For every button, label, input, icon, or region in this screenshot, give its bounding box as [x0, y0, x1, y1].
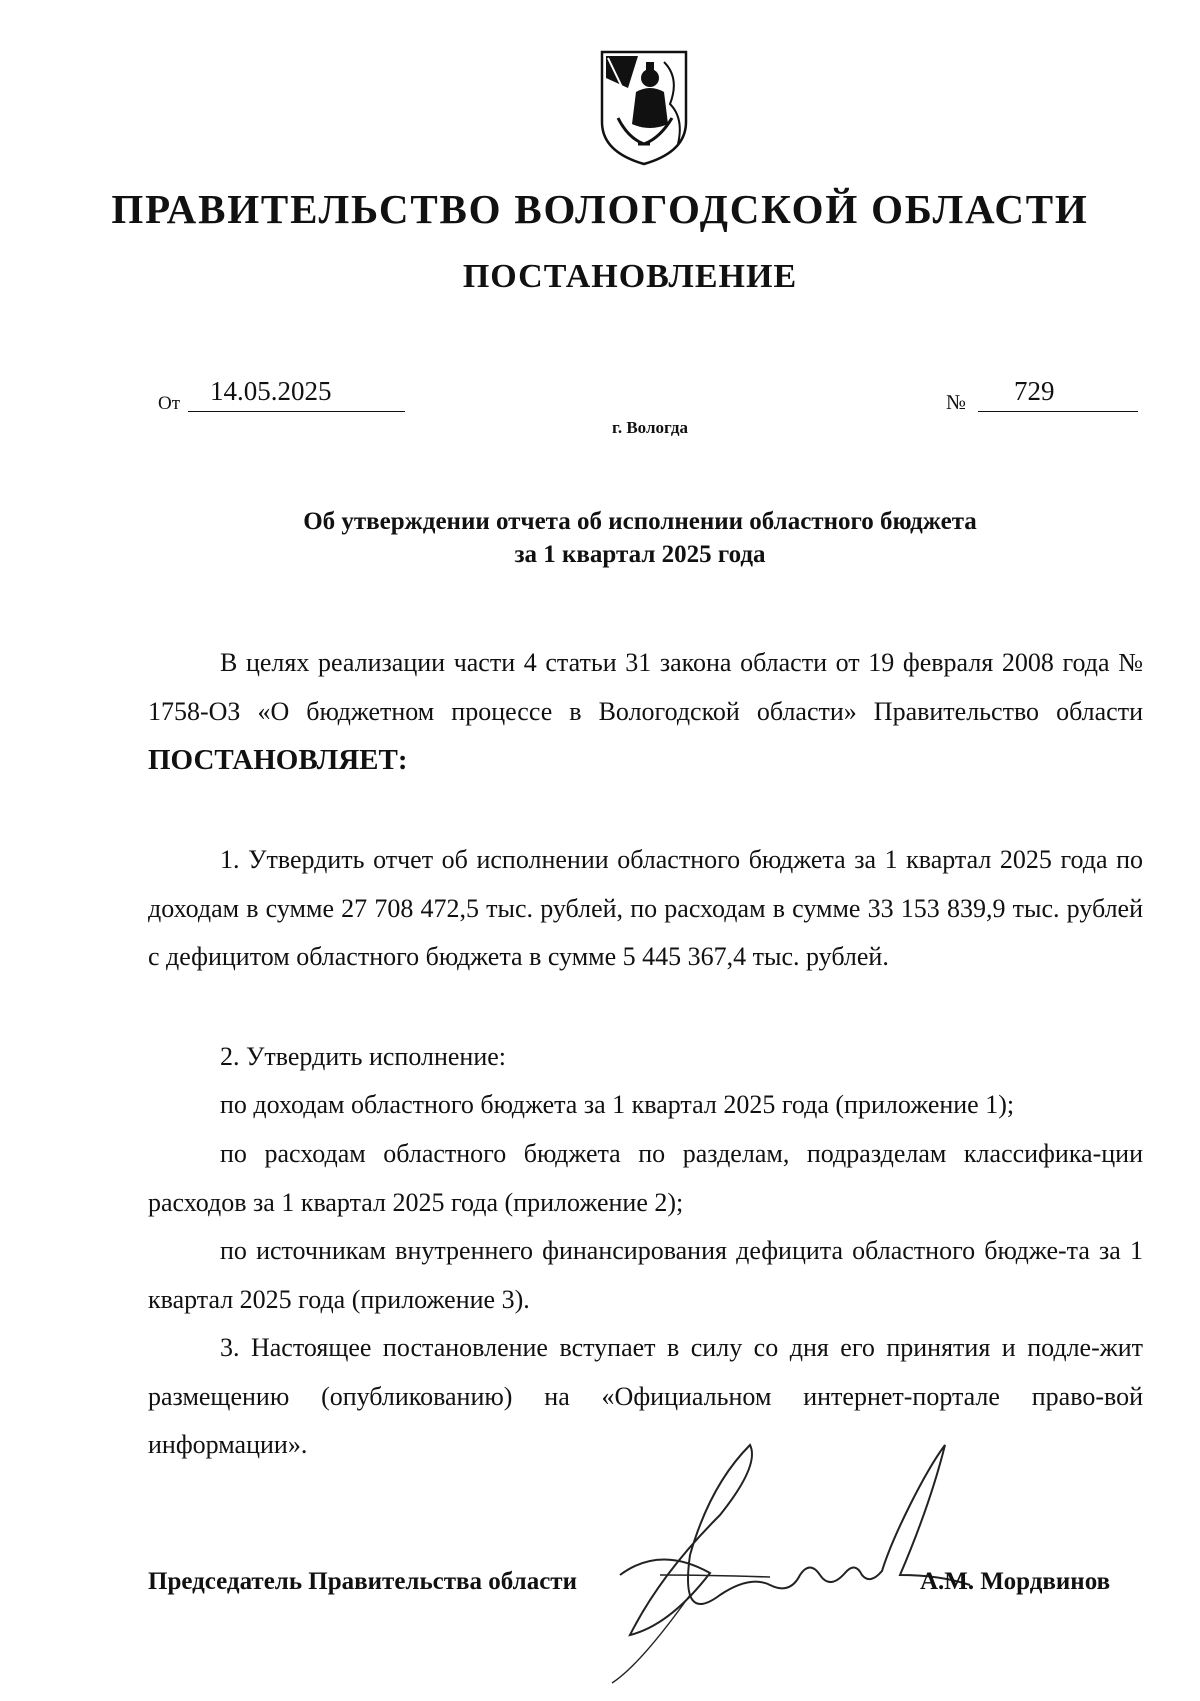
signatory-name: А.М. Мордвинов — [920, 1568, 1111, 1595]
number-label: № — [946, 390, 967, 414]
subject-line-2: за 1 квартал 2025 года — [514, 541, 766, 568]
item-2c: по источникам внутреннего финансирования дефицита областного бюдже-та за 1 квартал 2025 года (приложение 3). — [148, 1236, 1143, 1314]
document-type: ПОСТАНОВЛЕНИЕ — [462, 258, 798, 295]
item-1: 1. Утвердить отчет об исполнении областного бюджета за 1 квартал 2025 года по доходам в сумме 27 708 472,5 тыс. рублей, по расходам в сумме 33 153 839,9 тыс. рублей с дефицитом областного бюджета в сумме 5 445 367,4 тыс. рублей. — [148, 845, 1143, 971]
signatory-role: Председатель Правительства области — [148, 1568, 577, 1595]
city: г. Вологда — [612, 418, 688, 437]
intro-paragraph — [148, 639, 1143, 786]
document-number: 729 — [978, 376, 1138, 412]
vologda-coat-of-arms-icon — [598, 48, 690, 166]
date-label: От — [158, 393, 181, 414]
subject-line-1: Об утверждении отчета об исполнении областного бюджета — [303, 508, 977, 535]
item-2a: по доходам областного бюджета за 1 квартал 2025 года (приложение 1); — [220, 1090, 1015, 1119]
handwritten-signature — [600, 1425, 980, 1695]
item-2b: по расходам областного бюджета по разделам, подразделам классифика-ции расходов за 1 квартал 2025 года (приложение 2); — [148, 1139, 1143, 1217]
document-subject — [200, 505, 1080, 571]
item-3: 3. Настоящее постановление вступает в силу со дня его принятия и подле-жит размещению (опубликованию) на «Официальном интернет-портале право-вой информации». — [148, 1333, 1143, 1459]
decree-word: ПОСТАНОВЛЯЕТ: — [148, 744, 408, 776]
item-2: 2. Утвердить исполнение: — [220, 1042, 506, 1071]
document-date: 14.05.2025 — [188, 376, 405, 412]
intro-text: В целях реализации части 4 статьи 31 закона области от 19 февраля 2008 года № 1758-ОЗ «О бюджетном процессе в Вологодской области» Правительство области — [148, 648, 1143, 726]
government-title: ПРАВИТЕЛЬСТВО ВОЛОГОДСКОЙ ОБЛАСТИ — [111, 186, 1089, 232]
